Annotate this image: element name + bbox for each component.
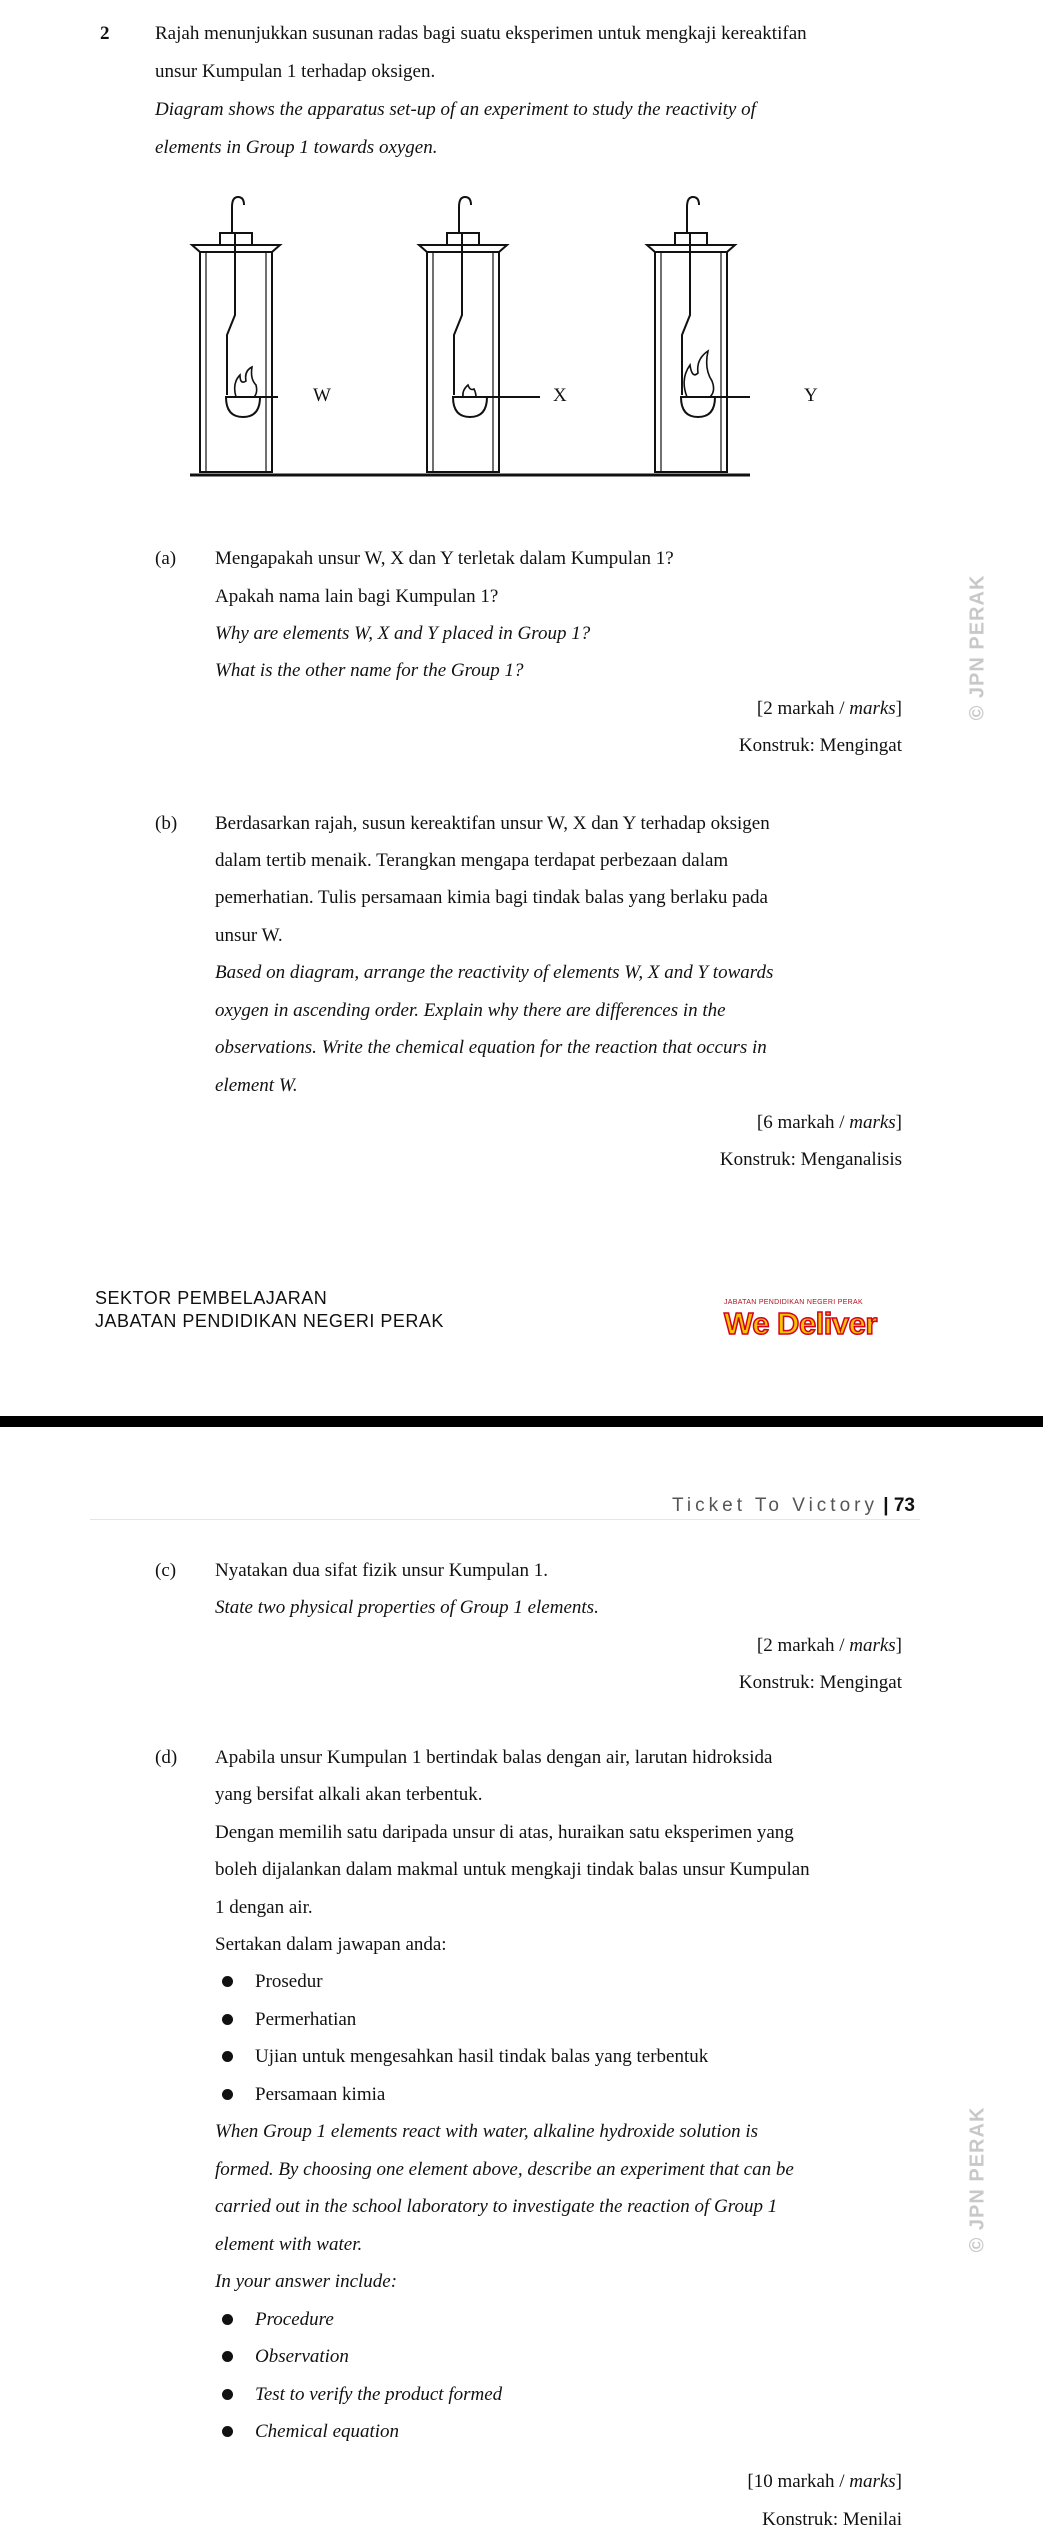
- footer-department: JABATAN PENDIDIKAN NEGERI PERAK: [95, 1311, 444, 1331]
- part-d-malay-3: Dengan memilih satu daripada unsur di atas, huraikan satu eksperimen yang: [215, 1822, 794, 1843]
- list-item: Prosedur: [255, 1971, 323, 1992]
- bullet-dot: [222, 2389, 233, 2400]
- stem-english-line-2: elements in Group 1 towards oxygen.: [155, 137, 438, 158]
- label-w: W: [313, 385, 331, 406]
- bullet-dot: [222, 2014, 233, 2025]
- bullet-dot: [222, 2089, 233, 2100]
- part-b-marks: [6 markah / marks]: [756, 1112, 902, 1133]
- footer-sector: SEKTOR PEMBELAJARAN: [95, 1288, 328, 1308]
- part-d-marks: [10 markah / marks]: [747, 2471, 902, 2492]
- part-d-malay-5: 1 dengan air.: [215, 1897, 313, 1918]
- part-d-label: (d): [155, 1747, 178, 1768]
- part-c-malay-1: Nyatakan dua sifat fizik unsur Kumpulan 1.: [215, 1560, 548, 1581]
- gas-jar-w: [192, 197, 280, 472]
- header-rule: [90, 1519, 920, 1520]
- part-b-malay-2: dalam tertib menaik. Terangkan mengapa terdapat perbezaan dalam: [215, 850, 729, 871]
- bullet-dot: [222, 2351, 233, 2362]
- list-item: Ujian untuk mengesahkan hasil tindak balas yang terbentuk: [255, 2046, 709, 2067]
- flame-y: [684, 351, 713, 397]
- part-a-english-1: Why are elements W, X and Y placed in Group 1?: [215, 623, 591, 644]
- part-c-construct: Konstruk: Mengingat: [738, 1672, 902, 1693]
- list-item: Procedure: [255, 2309, 334, 2330]
- stem-english-line-1: Diagram shows the apparatus set-up of an experiment to study the reactivity of: [155, 99, 756, 120]
- part-b-construct: Konstruk: Menganalisis: [719, 1149, 902, 1170]
- watermark: © JPN PERAK: [966, 2106, 989, 2253]
- question-number: 2: [100, 23, 110, 44]
- part-d-construct: Konstruk: Menilai: [762, 2509, 902, 2530]
- part-a-marks: [2 markah / marks]: [756, 698, 902, 719]
- part-b-label: (b): [155, 813, 178, 834]
- list-item: Test to verify the product formed: [255, 2384, 503, 2405]
- part-d-malay-2: yang bersifat alkali akan terbentuk.: [215, 1784, 483, 1805]
- part-a-malay-1: Mengapakah unsur W, X dan Y terletak dalam Kumpulan 1?: [215, 548, 674, 569]
- part-d-english-include: In your answer include:: [215, 2271, 398, 2292]
- label-y: Y: [804, 385, 818, 406]
- part-c-english-1: State two physical properties of Group 1 elements.: [215, 1597, 599, 1618]
- part-d-english-3: carried out in the school laboratory to investigate the reaction of Group 1: [215, 2196, 778, 2217]
- part-a-english-2: What is the other name for the Group 1?: [215, 660, 524, 681]
- label-x: X: [553, 385, 567, 406]
- list-item: Permerhatian: [255, 2009, 357, 2030]
- part-b-malay-4: unsur W.: [215, 925, 283, 946]
- part-d-malay-4: boleh dijalankan dalam makmal untuk mengkaji tindak balas unsur Kumpulan: [215, 1859, 810, 1880]
- list-item: Observation: [255, 2346, 349, 2367]
- bullet-dot: [222, 2314, 233, 2325]
- part-b-english-2: oxygen in ascending order. Explain why there are differences in the: [215, 1000, 726, 1021]
- part-b-english-4: element W.: [215, 1075, 298, 1096]
- part-d-malay-1: Apabila unsur Kumpulan 1 bertindak balas dengan air, larutan hidroksida: [215, 1747, 773, 1768]
- part-b-malay-1: Berdasarkan rajah, susun kereaktifan unsur W, X dan Y terhadap oksigen: [215, 813, 770, 834]
- list-item: Persamaan kimia: [255, 2084, 386, 2105]
- part-c-label: (c): [155, 1560, 177, 1581]
- part-b-english-3: observations. Write the chemical equation for the reaction that occurs in: [215, 1037, 767, 1058]
- stem-malay-line-1: Rajah menunjukkan susunan radas bagi suatu eksperimen untuk mengkaji kereaktifan: [155, 23, 807, 44]
- bullet-dot: [222, 2051, 233, 2062]
- part-d-english-1: When Group 1 elements react with water, alkaline hydroxide solution is: [215, 2121, 759, 2142]
- running-header: Ticket To Victory | 73: [672, 1495, 915, 1516]
- bullet-dot: [222, 2426, 233, 2437]
- part-d-malay-include: Sertakan dalam jawapan anda:: [215, 1934, 447, 1955]
- ticket-to-victory: Ticket To Victory: [672, 1495, 878, 1516]
- page-number: 73: [893, 1495, 915, 1516]
- we-deliver-logo: JABATAN PENDIDIKAN NEGERI PERAK We Deliver: [724, 1299, 877, 1341]
- gas-jar-y: [647, 197, 735, 472]
- part-d-english-4: element with water.: [215, 2234, 363, 2255]
- part-b-malay-3: pemerhatian. Tulis persamaan kimia bagi tindak balas yang berlaku pada: [215, 887, 768, 908]
- part-a-label: (a): [155, 548, 177, 569]
- part-d-english-2: formed. By choosing one element above, describe an experiment that can be: [215, 2159, 794, 2180]
- page-divider: [0, 1416, 1043, 1427]
- list-item: Chemical equation: [255, 2421, 400, 2442]
- gas-jar-x: [419, 197, 507, 472]
- part-c-marks: [2 markah / marks]: [756, 1635, 902, 1656]
- part-a-malay-2: Apakah nama lain bagi Kumpulan 1?: [215, 586, 499, 607]
- flame-w: [235, 367, 257, 397]
- part-a-construct: Konstruk: Mengingat: [738, 735, 902, 756]
- apparatus-diagram: [180, 185, 750, 490]
- watermark: © JPN PERAK: [966, 574, 989, 721]
- part-b-english-1: Based on diagram, arrange the reactivity of elements W, X and Y towards: [215, 962, 774, 983]
- bullet-dot: [222, 1976, 233, 1987]
- stem-malay-line-2: unsur Kumpulan 1 terhadap oksigen.: [155, 61, 436, 82]
- flame-x: [463, 385, 476, 397]
